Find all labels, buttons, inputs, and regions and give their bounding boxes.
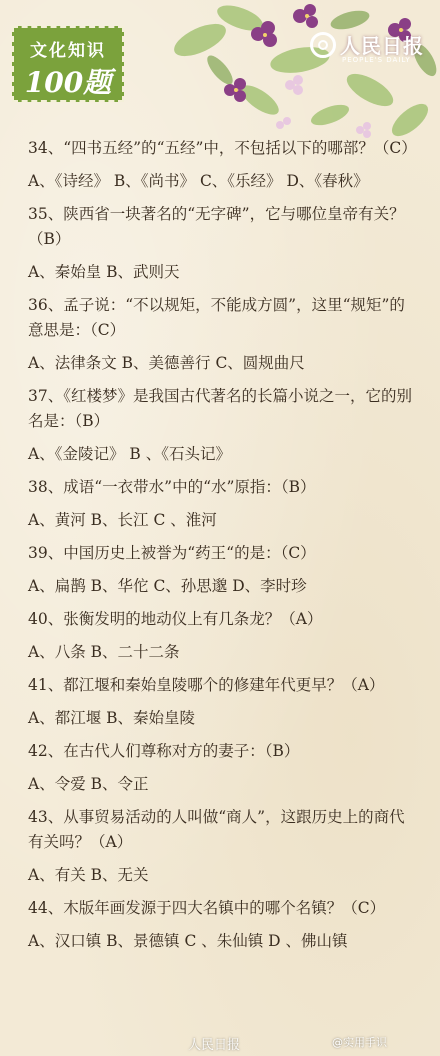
options-44: A、汉口镇 B、景德镇 C 、朱仙镇 D 、佛山镇 (28, 932, 348, 950)
question-38: 38、成语“一衣带水”中的“水”原指：（B） (28, 478, 316, 496)
header-banner (0, 0, 440, 150)
question-44: 44、木版年画发源于四大名镇中的哪个名镇？（C） (28, 899, 386, 917)
title-badge (12, 26, 124, 102)
question-39: 39、中国历史上被誉为“药王“的是：（C） (28, 544, 316, 562)
question-35: 35、陕西省一块著名的“无字碑”，它与哪位皇帝有关？（B） (28, 205, 405, 248)
quiz-content (28, 136, 420, 962)
logo-text: 人民日报 (340, 34, 424, 58)
question-34: 34、“四书五经”的“五经”中，不包括以下的哪部？（C） (28, 139, 417, 157)
question-37: 37、《红楼梦》是我国古代著名的长篇小说之一，它的别名是：（B） (28, 387, 412, 430)
publisher-logo (310, 30, 424, 59)
watermark-right: @实用手识 (332, 1036, 387, 1049)
options-39: A、扁鹊 B、华佗 C、孙思邈 D、李时珍 (28, 577, 307, 595)
options-35: A、秦始皇 B、武则天 (28, 263, 180, 281)
options-40: A、八条 B、二十二条 (28, 643, 180, 661)
options-43: A、有关 B、无关 (28, 866, 149, 884)
options-34: A、《诗经》 B、《尚书》 C、《乐经》 D、《春秋》 (28, 172, 369, 190)
logo-subtitle: PEOPLE'S DAILY (342, 56, 411, 64)
options-41: A、都江堰 B、秦始皇陵 (28, 709, 196, 727)
title-line-1: 文化知识 (30, 41, 106, 61)
options-42: A、令爱 B、令正 (28, 775, 149, 793)
question-43: 43、从事贸易活动的人叫做“商人”，这跟历史上的商代有关吗？（A） (28, 808, 405, 851)
question-41: 41、都江堰和秦始皇陵哪个的修建年代更早？（A） (28, 676, 385, 694)
options-38: A、黄河 B、长江 C 、淮河 (28, 511, 217, 529)
options-36: A、法律条文 B、美德善行 C、圆规曲尺 (28, 354, 305, 372)
at-sign-icon (310, 32, 336, 58)
question-36: 36、孟子说：“不以规矩，不能成方圆”，这里“规矩”的意思是：（C） (28, 296, 405, 339)
options-37: A、《金陵记》 B 、《石头记》 (28, 445, 231, 463)
watermark-left: 人民日报 (188, 1038, 241, 1053)
footer-watermarks (0, 1030, 440, 1056)
question-40: 40、张衡发明的地动仪上有几条龙？（A） (28, 610, 323, 628)
title-line-2: 100题 (24, 66, 112, 99)
question-42: 42、在古代人们尊称对方的妻子：（B） (28, 742, 300, 760)
